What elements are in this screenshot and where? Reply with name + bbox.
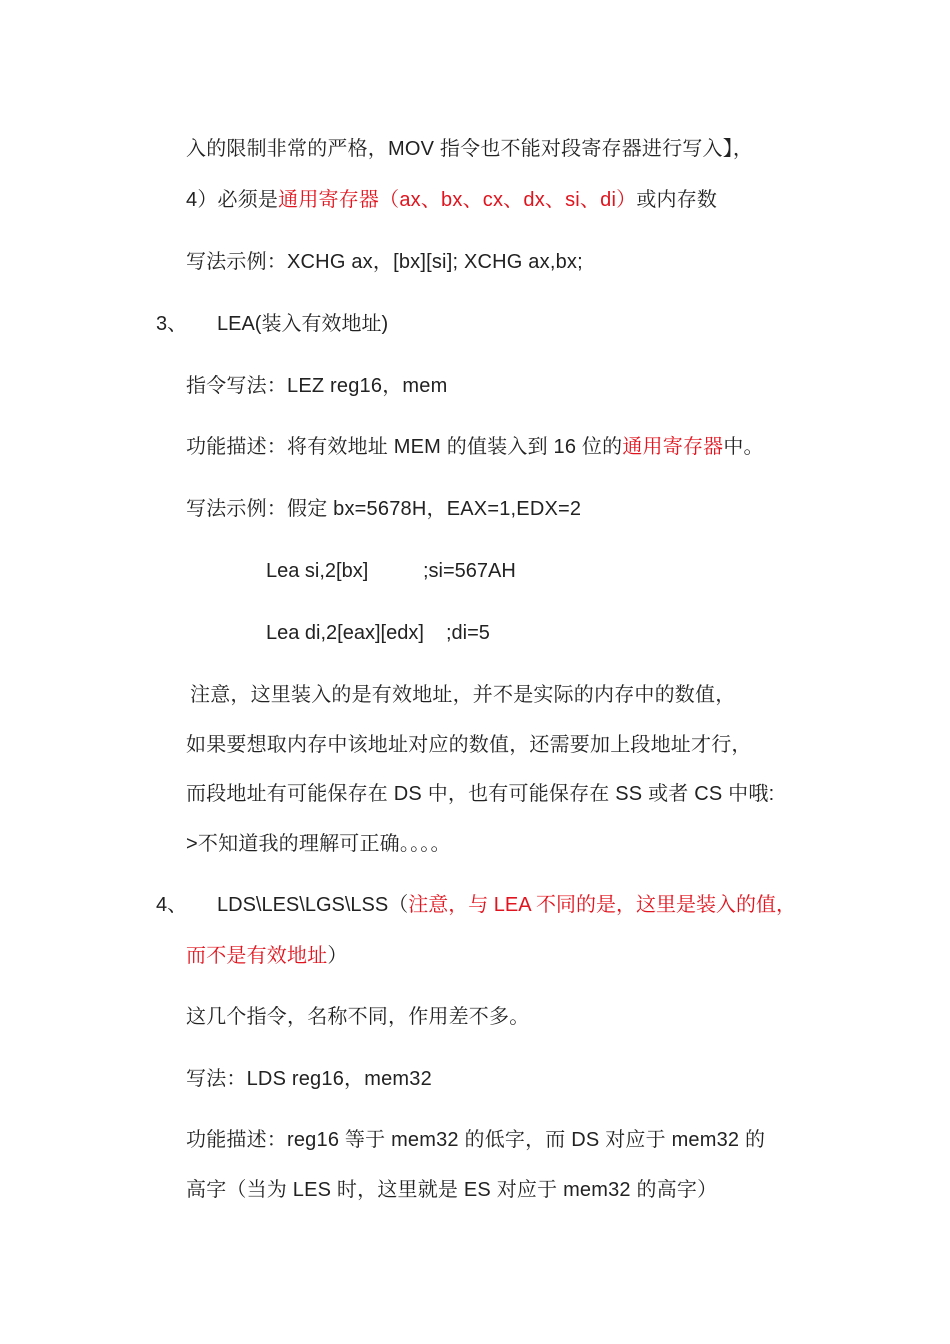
- code-instruction: Lea di,2[eax][edx]: [266, 622, 424, 644]
- function-line: [186, 433, 764, 461]
- highlighted-text: 通用寄存器（ax、bx、cx、dx、si、di）: [278, 189, 637, 211]
- highlighted-text: 注意，与 LEA 不同的是，这里是装入的值，: [408, 894, 797, 916]
- code-instruction: Lea si,2[bx]: [266, 560, 369, 582]
- example-line: 写法示例：假定 bx=5678H，EAX=1,EDX=2: [186, 498, 582, 520]
- paragraph-line: 入的限制非常的严格，MOV 指令也不能对段寄存器进行写入】，: [186, 138, 754, 160]
- code-comment: ;si=567AH: [423, 560, 516, 582]
- section-number: 4、: [156, 894, 188, 916]
- text-segment: 中。: [723, 436, 764, 458]
- text-segment: 功能描述：将有效地址 MEM 的值装入到 16 位的: [186, 436, 623, 458]
- text-segment: ）: [327, 945, 348, 967]
- paragraph-line: [186, 186, 717, 214]
- highlighted-text: 通用寄存器: [622, 436, 724, 458]
- section-heading-continued: [186, 942, 348, 970]
- note-line: >不知道我的理解可正确。。。。: [186, 833, 451, 855]
- description-line: 这几个指令，名称不同，作用差不多。: [186, 1006, 530, 1028]
- example-line: 写法示例：XCHG ax，[bx][si]; XCHG ax,bx;: [186, 251, 583, 273]
- syntax-line: 写法：LDS reg16，mem32: [186, 1068, 432, 1090]
- function-line: 功能描述：reg16 等于 mem32 的低字，而 DS 对应于 mem32 的: [186, 1129, 766, 1151]
- note-line: 如果要想取内存中该地址对应的数值，还需要加上段地址才行，: [186, 734, 752, 756]
- text-segment: 4）必须是: [186, 189, 279, 211]
- syntax-line: 指令写法：LEZ reg16，mem: [186, 375, 448, 397]
- highlighted-text: 而不是有效地址: [186, 945, 328, 967]
- code-comment: ;di=5: [446, 622, 490, 644]
- text-segment: 或内存数: [636, 189, 718, 211]
- section-number: 3、: [156, 313, 188, 335]
- section-heading: LEA(装入有效地址): [217, 313, 389, 335]
- section-heading: [217, 891, 796, 919]
- function-line: 高字（当为 LES 时，这里就是 ES 对应于 mem32 的高字）: [186, 1179, 718, 1201]
- note-line: 注意，这里装入的是有效地址，并不是实际的内存中的数值，: [190, 684, 736, 706]
- note-line: 而段地址有可能保存在 DS 中，也有可能保存在 SS 或者 CS 中哦:: [186, 783, 775, 805]
- text-segment: LDS\LES\LGS\LSS（: [217, 894, 409, 916]
